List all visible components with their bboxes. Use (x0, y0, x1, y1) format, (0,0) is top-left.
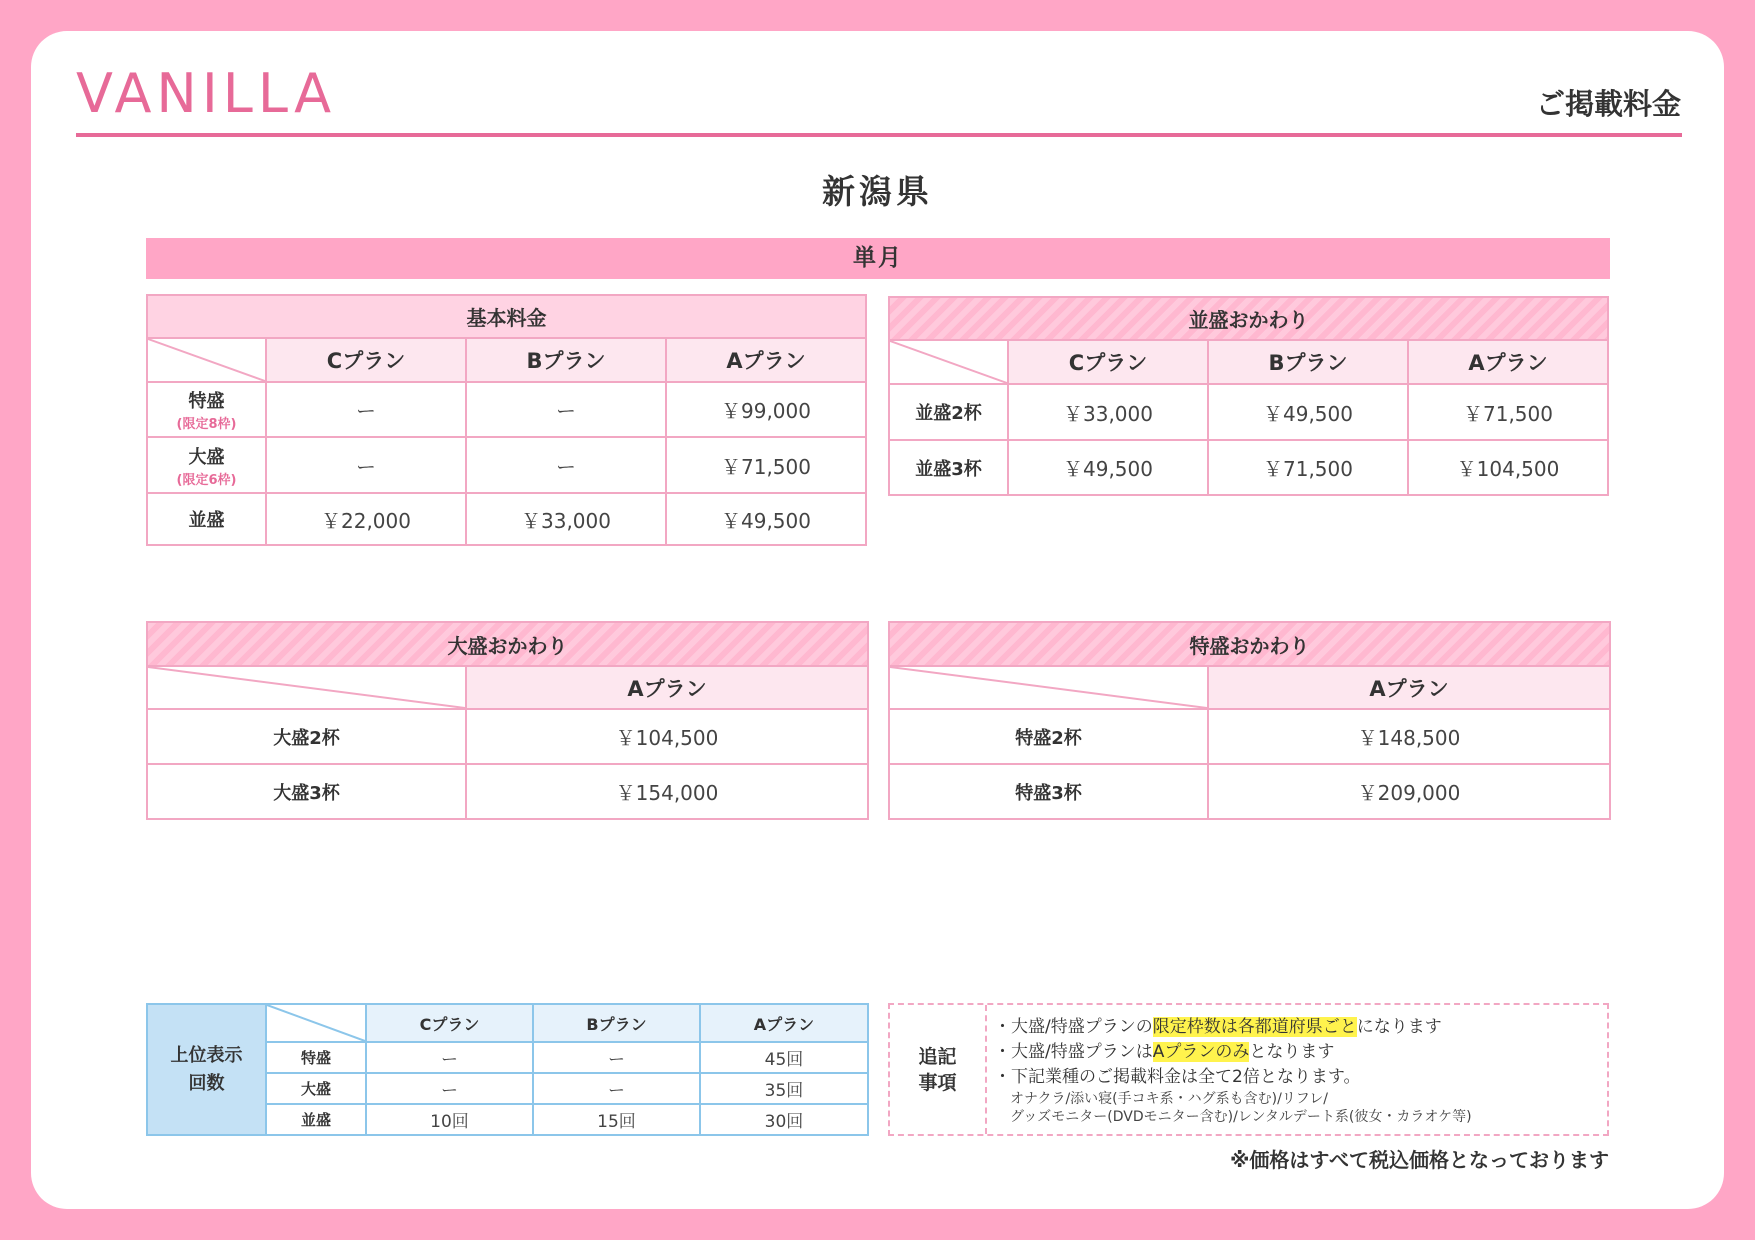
price-cell: ￥49,500 (1208, 384, 1408, 440)
row-label: 並盛 (266, 1104, 366, 1135)
count-cell: ー (533, 1073, 700, 1104)
price-cell: ￥71,500 (1408, 384, 1608, 440)
basic-fee-title: 基本料金 (147, 295, 866, 338)
count-cell: 30回 (700, 1104, 868, 1135)
price-cell: ￥209,000 (1208, 764, 1610, 819)
note-line: ・下記業種のご掲載料金は全て2倍となります。 (994, 1067, 1361, 1087)
price-cell: ￥22,000 (266, 493, 466, 545)
tax-note: ※価格はすべて税込価格となっております (1229, 1148, 1609, 1172)
note-industries: オナクラ/添い寝(手コキ系・ハグ系も含む)/リフレ/ (1010, 1091, 1328, 1107)
price-cell: ￥33,000 (1008, 384, 1208, 440)
diagonal-cell (889, 340, 1008, 384)
price-cell: ￥148,500 (1208, 709, 1610, 764)
price-cell: ￥33,000 (466, 493, 666, 545)
count-cell: ー (533, 1042, 700, 1073)
price-cell: ￥104,500 (1408, 440, 1608, 495)
price-cell: ー (466, 382, 666, 437)
price-cell: ー (466, 437, 666, 493)
row-label-namimori: 並盛 (147, 493, 266, 545)
limit-note: (限定6枠) (176, 472, 237, 488)
plan-header-a: Aプラン (666, 338, 866, 382)
price-cell: ￥99,000 (666, 382, 866, 437)
display-count-label: 上位表示 回数 (147, 1004, 266, 1135)
note-line: ・大盛/特盛プランはAプランのみとなります (994, 1042, 1335, 1062)
count-cell: 35回 (700, 1073, 868, 1104)
row-label: 並盛3杯 (889, 440, 1008, 495)
row-label: 特盛2杯 (889, 709, 1208, 764)
price-cell: ￥104,500 (466, 709, 868, 764)
diagonal-cell (266, 1004, 366, 1042)
row-label-omori: 大盛 (限定6枠) (147, 437, 266, 493)
row-label: 特盛3杯 (889, 764, 1208, 819)
highlight-text: Aプランのみ (1152, 1042, 1250, 1062)
notes-label: 追記 事項 (890, 1005, 987, 1134)
row-label: 大盛2杯 (147, 709, 466, 764)
plan-header-b: Bプラン (1208, 340, 1408, 384)
price-cell: ￥71,500 (1208, 440, 1408, 495)
diagonal-cell (147, 338, 266, 382)
row-label: 大盛3杯 (147, 764, 466, 819)
plan-header-a: Aプラン (466, 666, 868, 709)
highlight-text: 限定枠数は各都道府県ごと (1152, 1017, 1357, 1037)
diagonal-cell (147, 666, 466, 709)
period-bar: 単月 (146, 238, 1610, 279)
plan-header-a: Aプラン (700, 1004, 868, 1042)
notes-body (994, 1015, 1472, 1126)
display-count-table (146, 1003, 869, 1136)
note-line: ・大盛/特盛プランの限定枠数は各都道府県ごとになります (994, 1017, 1442, 1037)
omori-refill-table (146, 621, 869, 820)
vanilla-logo: VANILLA (76, 62, 337, 125)
price-cell: ー (266, 382, 466, 437)
prefecture-title: 新潟県 (822, 172, 933, 211)
plan-header-c: Cプラン (266, 338, 466, 382)
price-cell: ￥71,500 (666, 437, 866, 493)
page-title: ご掲載料金 (1535, 87, 1681, 121)
row-label: 特盛 (266, 1042, 366, 1073)
omori-refill-title: 大盛おかわり (147, 622, 868, 666)
plan-header-a: Aプラン (1208, 666, 1610, 709)
count-cell: 10回 (366, 1104, 533, 1135)
row-label: 並盛2杯 (889, 384, 1008, 440)
diagonal-cell (889, 666, 1208, 709)
count-cell: 45回 (700, 1042, 868, 1073)
price-cell: ー (266, 437, 466, 493)
tokumori-refill-title: 特盛おかわり (889, 622, 1610, 666)
namimori-refill-table (888, 296, 1609, 496)
count-cell: 15回 (533, 1104, 700, 1135)
plan-header-c: Cプラン (366, 1004, 533, 1042)
namimori-refill-title: 並盛おかわり (889, 297, 1608, 340)
tokumori-refill-table (888, 621, 1611, 820)
basic-fee-table (146, 294, 867, 546)
price-cell: ￥49,500 (666, 493, 866, 545)
row-label: 大盛 (266, 1073, 366, 1104)
header-divider (76, 133, 1682, 137)
plan-header-b: Bプラン (533, 1004, 700, 1042)
plan-header-c: Cプラン (1008, 340, 1208, 384)
plan-header-a: Aプラン (1408, 340, 1608, 384)
price-cell: ￥49,500 (1008, 440, 1208, 495)
count-cell: ー (366, 1042, 533, 1073)
note-industries: グッズモニター(DVDモニター含む)/レンタルデート系(彼女・カラオケ等) (1010, 1109, 1472, 1125)
price-cell: ￥154,000 (466, 764, 868, 819)
plan-header-b: Bプラン (466, 338, 666, 382)
row-label-tokumori: 特盛 (限定8枠) (147, 382, 266, 437)
limit-note: (限定8枠) (176, 417, 237, 432)
count-cell: ー (366, 1073, 533, 1104)
additional-notes (888, 1003, 1609, 1136)
